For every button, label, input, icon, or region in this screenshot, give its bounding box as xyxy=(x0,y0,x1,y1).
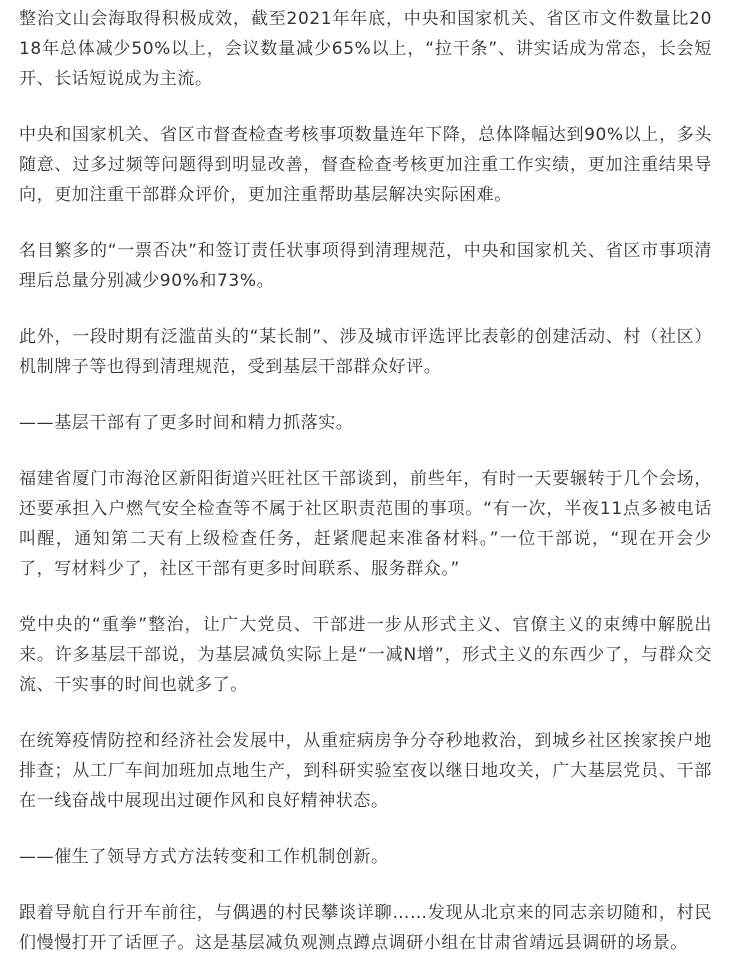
paragraph: 此外，一段时期有泛滥苗头的“某长制”、涉及城市评选评比表彰的创建活动、村（社区）机制牌子等也得到清理规范，受到基层干部群众好评。 xyxy=(19,327,712,377)
paragraph: 跟着导航自行开车前往，与偶遇的村民攀谈详聊……发现从北京来的同志亲切随和，村民们慢慢打开了话匣子。这是基层减负观测点蹲点调研小组在甘肃省靖远县调研的场景。 xyxy=(19,903,712,953)
section-lead: ——基层干部有了更多时间和精力抓落实。 xyxy=(19,413,354,433)
paragraph: 中央和国家机关、省区市督查检查考核事项数量连年下降，总体降幅达到90%以上，多头随意、过多过频等问题得到明显改善，督查检查考核更加注重工作实绩，更加注重结果导向，更加注重干部群众评价，更加注重帮助基层解决实际困难。 xyxy=(19,125,712,205)
paragraph: 整治文山会海取得积极成效，截至2021年年底，中央和国家机关、省区市文件数量比2018年总体减少50%以上，会议数量减少65%以上，“拉干条”、讲实话成为常态，长会短开、长话短说成为主流。 xyxy=(19,9,712,89)
paragraph: 党中央的“重拳”整治，让广大党员、干部进一步从形式主义、官僚主义的束缚中解脱出来。许多基层干部说，为基层减负实际上是“一减N增”，形式主义的东西少了，与群众交流、干实事的时间也就多了。 xyxy=(19,615,712,695)
paragraph: 在统筹疫情防控和经济社会发展中，从重症病房争分夺秒地救治，到城乡社区挨家挨户地排查；从工厂车间加班加点地生产，到科研实验室夜以继日地攻关，广大基层党员、干部在一线奋战中展现出过硬作风和良好精神状态。 xyxy=(19,731,712,811)
paragraph: 福建省厦门市海沧区新阳街道兴旺社区干部谈到，前些年，有时一天要辗转于几个会场，还要承担入户燃气安全检查等不属于社区职责范围的事项。“有一次，半夜11点多被电话叫醒，通知第二天有上级检查任务，赶紧爬起来准备材料。”一位干部说，“现在开会少了，写材料少了，社区干部有更多时间联系、服务群众。” xyxy=(19,469,712,579)
paragraph: 名目繁多的“一票否决”和签订责任状事项得到清理规范，中央和国家机关、省区市事项清理后总量分别减少90%和73%。 xyxy=(19,241,712,291)
section-lead: ——催生了领导方式方法转变和工作机制创新。 xyxy=(19,847,389,867)
article-body xyxy=(0,4,730,958)
